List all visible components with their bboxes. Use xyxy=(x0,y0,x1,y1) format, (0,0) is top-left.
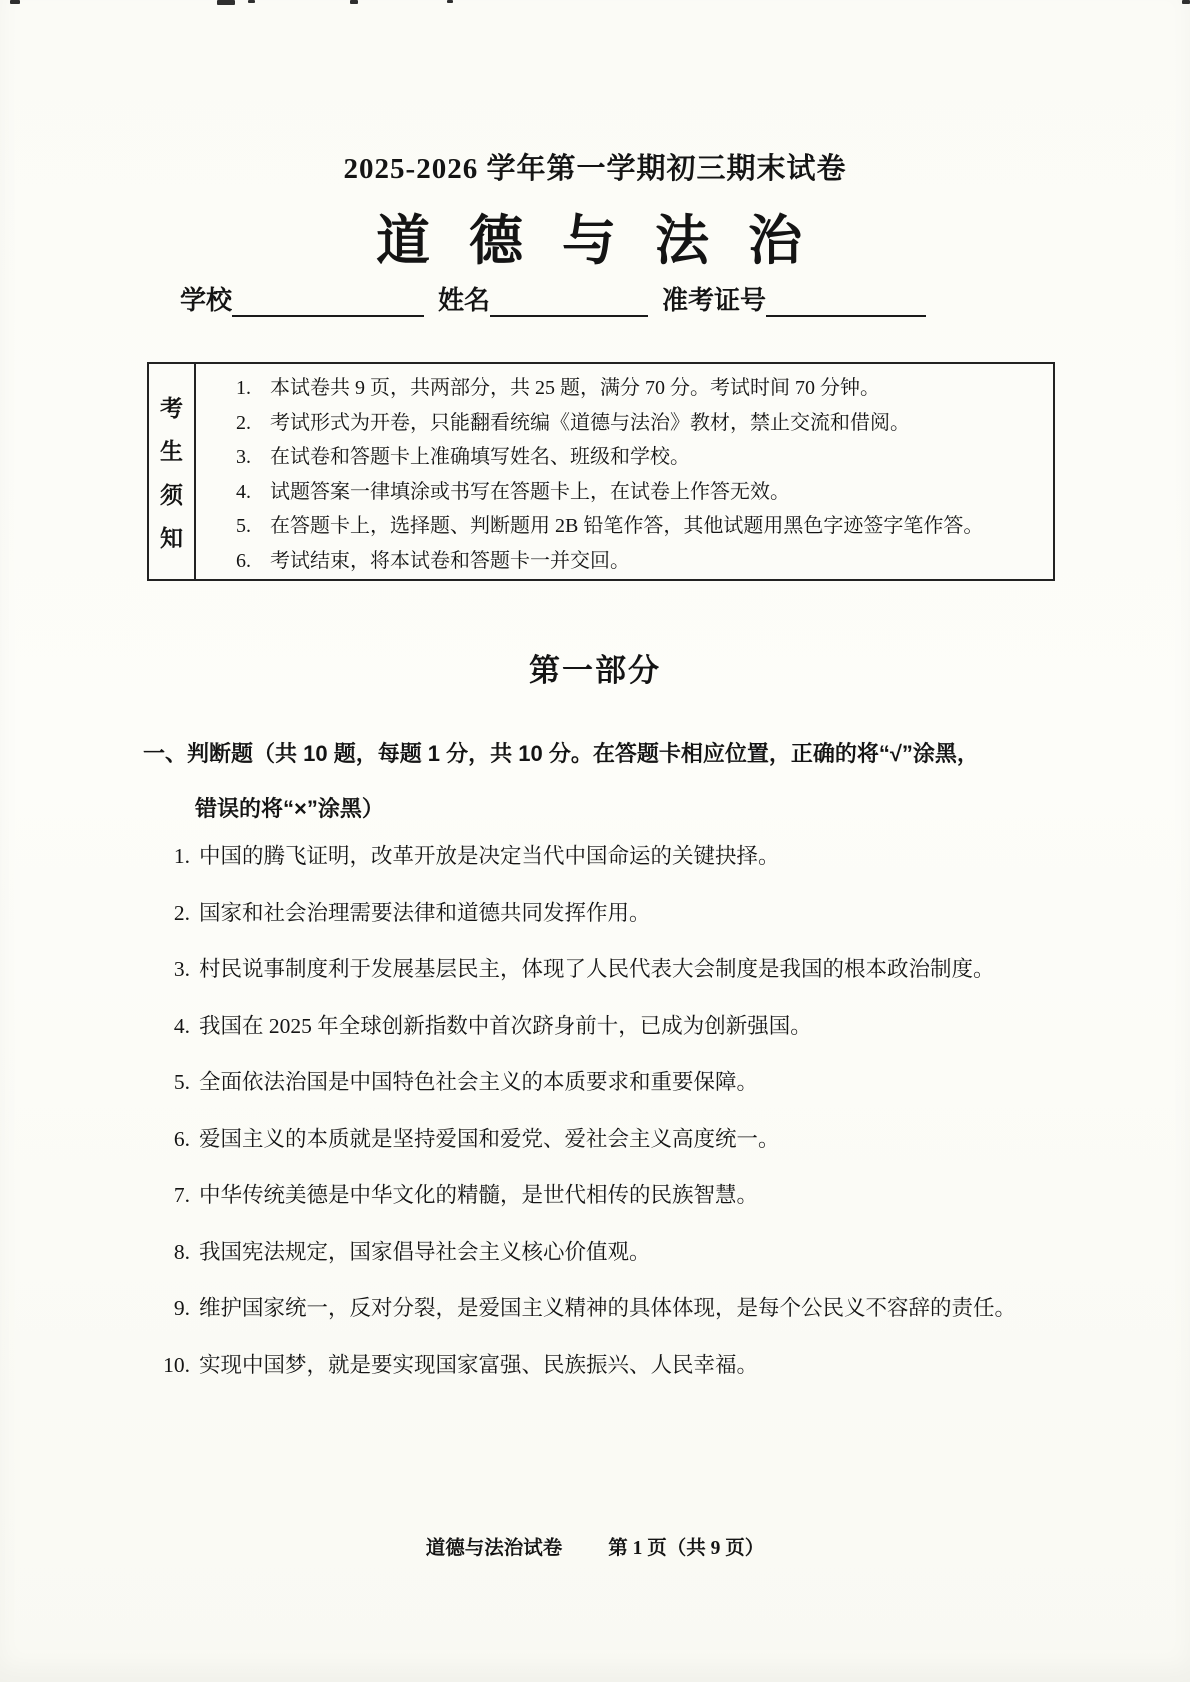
scan-speck xyxy=(10,0,20,4)
scan-speck xyxy=(1182,0,1190,4)
question-number: 7. xyxy=(173,1183,190,1207)
footer-paper-name: 道德与法治试卷 xyxy=(425,1538,563,1559)
question-row xyxy=(142,841,1100,898)
question-text: 实现中国梦，就是要实现国家富强、民族振兴、人民幸福。 xyxy=(199,1352,759,1377)
notice-items xyxy=(196,364,1053,579)
question-number: 6. xyxy=(173,1126,190,1151)
examinee-notice-box xyxy=(147,362,1055,581)
notice-item-number: 4. xyxy=(236,480,251,503)
notice-item xyxy=(236,440,1045,475)
question-text: 村民说事制度利于发展基层民主，体现了人民代表大会制度是我国的根本政治制度。 xyxy=(199,957,995,981)
notice-item-text: 考试形式为开卷，只能翻看统编《道德与法治》教材，禁止交流和借阅。 xyxy=(270,411,910,434)
question-text: 爱国主义的本质就是坚持爱国和爱党、爱社会主义高度统一。 xyxy=(199,1126,780,1151)
section-intro-line1: 一、判断题（共 10 题，每题 1 分，共 10 分。在答题卡相应位置，正确的将“√”涂黑， xyxy=(143,741,979,766)
exam-subject-title: 道 德 与 法 治 xyxy=(375,211,814,271)
notice-side-label xyxy=(149,364,196,579)
question-text: 我国宪法规定，国家倡导社会主义核心价值观。 xyxy=(199,1239,651,1264)
question-text: 国家和社会治理需要法律和道德共同发挥作用。 xyxy=(199,900,651,925)
question-row xyxy=(142,1124,1100,1181)
question-number: 4. xyxy=(173,1013,190,1038)
scan-speck xyxy=(217,0,235,5)
scan-speck xyxy=(447,0,453,3)
admission-no-label: 准考证号 xyxy=(662,285,767,315)
question-row xyxy=(142,954,1100,1011)
scan-speck xyxy=(248,0,255,3)
part-one-title: 第一部分 xyxy=(529,653,661,688)
question-row xyxy=(142,1237,1100,1294)
question-number: 1. xyxy=(173,844,190,868)
notice-item xyxy=(236,371,1045,406)
notice-item-number: 6. xyxy=(236,549,251,572)
question-number: 3. xyxy=(173,957,190,981)
question-row xyxy=(142,1180,1100,1237)
question-number: 10. xyxy=(163,1352,190,1377)
question-number: 9. xyxy=(173,1296,190,1320)
question-row xyxy=(142,898,1100,955)
school-fill-line xyxy=(232,285,424,317)
notice-item xyxy=(236,509,1045,544)
notice-side-char: 须 xyxy=(160,482,183,508)
admission-no-fill-line xyxy=(766,285,926,317)
question-text: 我国在 2025 年全球创新指数中首次跻身前十，已成为创新强国。 xyxy=(199,1013,812,1038)
notice-item-text: 在试卷和答题卡上准确填写姓名、班级和学校。 xyxy=(270,446,690,468)
true-false-section-intro xyxy=(143,726,1070,836)
question-number: 5. xyxy=(173,1070,190,1094)
notice-item xyxy=(236,544,1045,579)
question-row xyxy=(142,1067,1100,1124)
question-row xyxy=(142,1293,1100,1350)
question-text: 中国的腾飞证明，改革开放是决定当代中国命运的关键抉择。 xyxy=(199,844,780,868)
notice-item-text: 本试卷共 9 页，共两部分，共 25 题，满分 70 分。考试时间 70 分钟。 xyxy=(270,377,880,399)
true-false-question-list xyxy=(142,841,1100,1406)
section-intro-line2: 错误的将“×”涂黑） xyxy=(195,796,384,821)
name-label: 姓名 xyxy=(438,285,491,315)
question-number: 8. xyxy=(173,1239,190,1264)
question-number: 2. xyxy=(173,900,190,925)
notice-item-number: 1. xyxy=(236,377,251,399)
question-text: 中华传统美德是中华文化的精髓，是世代相传的民族智慧。 xyxy=(199,1183,759,1207)
notice-item xyxy=(236,406,1045,441)
notice-side-char: 考 xyxy=(160,396,183,422)
notice-item-text: 试题答案一律填涂或书写在答题卡上，在试卷上作答无效。 xyxy=(270,480,790,503)
question-text: 维护国家统一，反对分裂，是爱国主义精神的具体体现，是每个公民义不容辞的责任。 xyxy=(199,1296,1017,1320)
notice-item-number: 2. xyxy=(236,411,251,434)
notice-item-number: 3. xyxy=(236,446,251,468)
notice-side-char: 生 xyxy=(160,439,183,465)
question-text: 全面依法治国是中国特色社会主义的本质要求和重要保障。 xyxy=(199,1070,759,1094)
notice-item xyxy=(236,475,1045,510)
scan-speck xyxy=(350,0,358,4)
notice-item-text: 考试结束，将本试卷和答题卡一并交回。 xyxy=(270,549,630,572)
question-row xyxy=(142,1011,1100,1068)
page-footer xyxy=(0,1532,1190,1560)
name-fill-line xyxy=(490,285,648,317)
footer-page-indicator: 第 1 页（共 9 页） xyxy=(608,1538,765,1559)
school-label: 学校 xyxy=(180,285,233,315)
candidate-info-row xyxy=(180,283,926,317)
notice-item-text: 在答题卡上，选择题、判断题用 2B 铅笔作答，其他试题用黑色字迹签字笔作答。 xyxy=(270,515,984,537)
notice-side-char: 知 xyxy=(160,525,183,551)
question-row xyxy=(142,1350,1100,1407)
exam-session-title: 2025-2026 学年第一学期初三期末试卷 xyxy=(343,153,847,185)
notice-item-number: 5. xyxy=(236,515,251,537)
